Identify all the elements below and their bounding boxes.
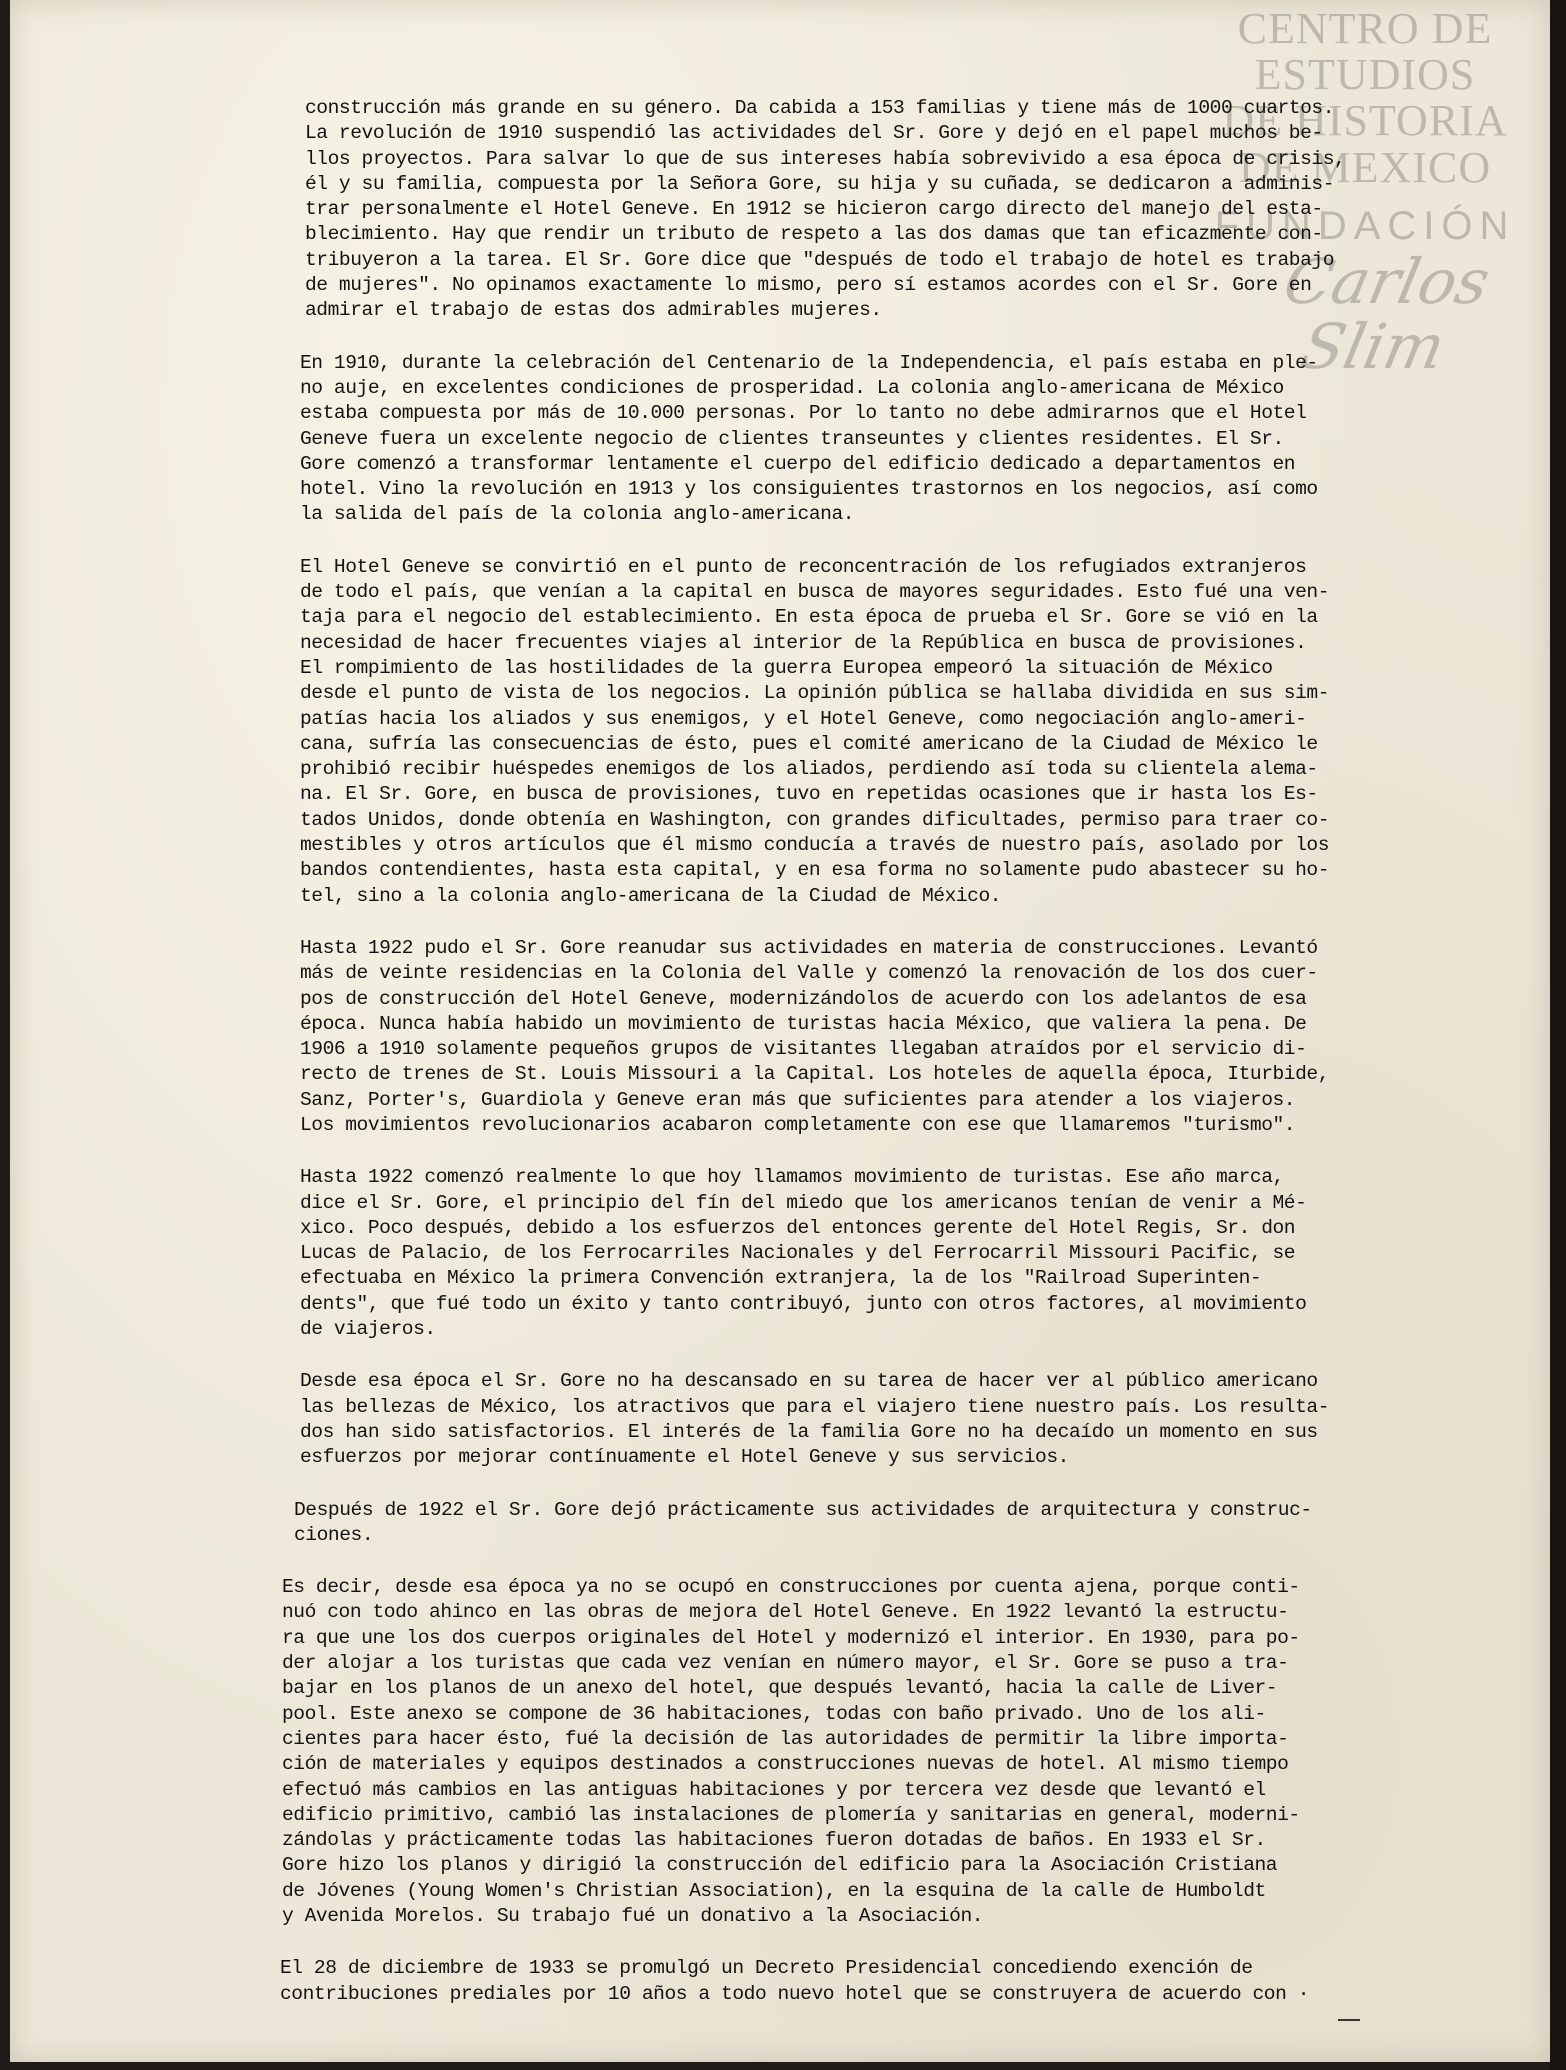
text-line: época. Nunca había habido un movimiento de turistas hacia México, que valiera la pena. De	[300, 1012, 1307, 1035]
text-line: él y su familia, compuesta por la Señora Gore, su hija y su cuñada, se dedicaron a adminis-	[305, 172, 1335, 195]
text-line: tribuyeron a la tarea. El Sr. Gore dice que "después de todo el trabajo de hotel es trabajo	[305, 248, 1335, 271]
text-line: Los movimientos revolucionarios acabaron completamente con ese que llamaremos "turismo".	[300, 1113, 1296, 1136]
text-line: bandos contendientes, hasta esta capital, y en esa forma no solamente pudo abastecer su ho-	[300, 859, 1330, 882]
text-line: Hasta 1922 comenzó realmente lo que hoy llamamos movimiento de turistas. Ese año marca,	[300, 1166, 1284, 1189]
text-line: Sanz, Porter's, Guardiola y Geneve eran más que suficientes para atender a los viajeros.	[300, 1088, 1296, 1111]
text-line: cientes para hacer ésto, fué la decisión de las autoridades de permitir la libre importa-	[282, 1727, 1289, 1750]
text-line: zándolas y prácticamente todas las habitaciones fueron dotadas de baños. En 1933 el Sr.	[282, 1829, 1266, 1852]
text-line: de mujeres". No opinamos exactamente lo mismo, pero sí estamos acordes con el Sr. Gore en	[305, 274, 1312, 297]
text-line: la salida del país de la colonia anglo-americana.	[300, 503, 855, 526]
text-line: hotel. Vino la revolución en 1913 y los consiguientes trastornos en los negocios, así como	[300, 478, 1318, 501]
text-line: ciones.	[294, 1523, 374, 1546]
watermark-line: CENTRO DE	[1237, 4, 1493, 53]
text-line: ción de materiales y equipos destinados a construcciones nuevas de hotel. Al mismo tiempo	[282, 1753, 1289, 1776]
text-line: trar personalmente el Hotel Geneve. En 1912 se hicieron cargo directo del manejo del esta-	[305, 198, 1323, 221]
text-line: ra que une los dos cuerpos originales del Hotel y modernizó el interior. En 1930, para po-	[282, 1626, 1300, 1649]
text-line: nuó con todo ahinco en las obras de mejora del Hotel Geneve. En 1922 levantó la estructu-	[282, 1601, 1289, 1624]
text-line: efectuó más cambios en las antiguas habitaciones y por tercera vez desde que levantó el	[282, 1778, 1266, 1801]
paragraph	[282, 1575, 1310, 1929]
text-line: de viajeros.	[300, 1318, 436, 1341]
text-line: cana, sufría las consecuencias de ésto, pues el comité americano de la Ciudad de México le	[300, 732, 1318, 755]
text-line: no auje, en excelentes condiciones de prosperidad. La colonia anglo-americana de México	[300, 376, 1284, 399]
watermark-line: ESTUDIOS	[1254, 50, 1476, 100]
text-line: taja para el negocio del establecimiento. En esta época de prueba el Sr. Gore se vió en la	[300, 606, 1318, 629]
text-line: dents", que fué todo un éxito y tanto contribuyó, junto con otros factores, al movimiento	[300, 1292, 1307, 1315]
text-line: estaba compuesta por más de 10.000 personas. Por lo tanto no debe admirarnos que el Hotel	[300, 402, 1307, 425]
watermark-line: DE HISTORIA	[1222, 96, 1508, 146]
text-line: Gore comenzó a transformar lentamente el cuerpo del edificio dedicado a departamentos en	[300, 452, 1296, 475]
paragraph	[300, 555, 1330, 909]
text-line: de Jóvenes (Young Women's Christian Association), en la esquina de la calle de Humboldt	[282, 1879, 1266, 1902]
text-line: recto de trenes de St. Louis Missouri a la Capital. Los hoteles de aquella época, Iturbide,	[300, 1063, 1330, 1086]
body-text	[280, 96, 1346, 2034]
text-line: efectuaba en México la primera Convención extranjera, la de los "Railroad Superinten-	[300, 1267, 1262, 1290]
text-line: de todo el país, que venían a la capital en busca de mayores seguridades. Esto fué una ven-	[300, 581, 1330, 604]
text-line: mestibles y otros artículos que él mismo conducía a través de nuestro país, asolado por los	[300, 834, 1330, 857]
text-line: Lucas de Palacio, de los Ferrocarriles Nacionales y del Ferrocarril Missouri Pacific, se	[300, 1242, 1296, 1265]
text-line: construcción más grande en su género. Da cabida a 153 familias y tiene más de 1000 cuartos.	[305, 97, 1335, 119]
text-line: contribuciones prediales por 10 años a todo nuevo hotel que se construyera de acuerdo con ·	[280, 1982, 1310, 2005]
text-line: El 28 de diciembre de 1933 se promulgó un Decreto Presidencial concediendo exención de	[280, 1957, 1253, 1980]
text-line: Hasta 1922 pudo el Sr. Gore reanudar sus actividades en materia de construcciones. Levantó	[300, 936, 1318, 959]
watermark-signature: Carlos Slim	[1277, 244, 1497, 383]
text-line: edificio primitivo, cambió las instalaciones de plomería y sanitarias en general, moderni-	[282, 1803, 1300, 1826]
paragraph	[294, 1498, 1310, 1549]
scan-edge	[1550, 0, 1566, 2070]
text-line: En 1910, durante la celebración del Centenario de la Independencia, el país estaba en ple-	[300, 351, 1318, 374]
text-line: y Avenida Morelos. Su trabajo fué un donativo a la Asociación.	[282, 1905, 984, 1927]
paragraph	[300, 936, 1330, 1138]
text-line: prohibió recibir huéspedes enemigos de los aliados, perdiendo así toda su clientela alema-	[300, 758, 1318, 781]
text-line: dice el Sr. Gore, el principio del fín del miedo que los americanos tenían de venir a Mé-	[300, 1191, 1307, 1214]
text-line: tel, sino a la colonia anglo-americana de la Ciudad de México.	[300, 884, 1002, 907]
text-line: llos proyectos. Para salvar lo que de sus intereses había sobrevivido a esa época de crisis,	[305, 147, 1346, 170]
text-line: tados Unidos, donde obtenía en Washington, con grandes dificultades, permiso para traer co-	[300, 808, 1330, 831]
text-line: dos han sido satisfactorios. El interés de la familia Gore no ha decaído un momento en sus	[300, 1420, 1318, 1443]
text-line: El Hotel Geneve se convirtió en el punto de reconcentración de los refugiados extranjeros	[300, 555, 1307, 578]
text-line: las bellezas de México, los atractivos que para el viajero tiene nuestro país. Los resulta-	[300, 1395, 1330, 1418]
paragraph	[305, 96, 1346, 324]
text-line: pool. Este anexo se compone de 36 habitaciones, todas con baño privado. Uno de los ali-	[282, 1702, 1266, 1725]
text-line: Geneve fuera un excelente negocio de clientes transeuntes y clientes residentes. El Sr.	[300, 427, 1284, 450]
text-line: blecimiento. Hay que rendir un tributo de respeto a las dos damas que tan eficazmente con-	[305, 223, 1323, 246]
text-line: más de veinte residencias en la Colonia del Valle y comenzó la renovación de los dos cuer-	[300, 962, 1318, 985]
text-line: patías hacia los aliados y sus enemigos, y el Hotel Geneve, como negociación anglo-ameri-	[300, 707, 1307, 730]
text-line: 1906 a 1910 solamente pequeños grupos de visitantes llegaban atraídos por el servicio di-	[300, 1038, 1307, 1061]
paragraph	[300, 351, 1318, 528]
paragraph	[280, 1956, 1310, 2007]
text-line: na. El Sr. Gore, en busca de provisiones, tuvo en repetidas ocasiones que ir hasta los Es-	[300, 783, 1318, 806]
text-line: Es decir, desde esa época ya no se ocupó en construcciones por cuenta ajena, porque conti-	[282, 1576, 1300, 1599]
text-line: necesidad de hacer frecuentes viajes al interior de la República en busca de provisiones.	[300, 631, 1307, 654]
text-line: pos de construcción del Hotel Geneve, modernizándolos de acuerdo con los adelantos de esa	[300, 987, 1307, 1010]
text-line: La revolución de 1910 suspendió las actividades del Sr. Gore y dejó en el papel muchos be-	[305, 122, 1323, 145]
watermark-foundation: FUNDACIÓN	[1214, 203, 1516, 248]
text-line: esfuerzos por mejorar contínuamente el Hotel Geneve y sus servicios.	[300, 1446, 1069, 1469]
watermark-line: DE MEXICO	[1238, 142, 1492, 192]
text-line: admirar el trabajo de estas dos admirables mujeres.	[305, 299, 882, 322]
text-line: Gore hizo los planos y dirigió la construcción del edificio para la Asociación Cristiana	[282, 1854, 1278, 1877]
text-line: Desde esa época el Sr. Gore no ha descansado en su tarea de hacer ver al público americano	[300, 1370, 1318, 1393]
text-line: desde el punto de vista de los negocios. La opinión pública se hallaba dividida en sus sim-	[300, 682, 1330, 705]
page-mark	[1338, 2019, 1360, 2021]
paragraph	[300, 1369, 1330, 1470]
text-line: xico. Poco después, debido a los esfuerzos del entonces gerente del Hotel Regis, Sr. don	[300, 1216, 1296, 1239]
text-line: El rompimiento de las hostilidades de la guerra Europea empeoró la situación de México	[300, 656, 1273, 679]
text-line: bajar en los planos de un anexo del hotel, que después levantó, hacia la calle de Liver-	[282, 1677, 1278, 1700]
text-line: der alojar a los turistas que cada vez venían en número mayor, el Sr. Gore se puso a tra-	[282, 1652, 1289, 1675]
paragraph	[300, 1165, 1310, 1342]
text-line: Después de 1922 el Sr. Gore dejó prácticamente sus actividades de arquitectura y construc-	[294, 1498, 1312, 1521]
